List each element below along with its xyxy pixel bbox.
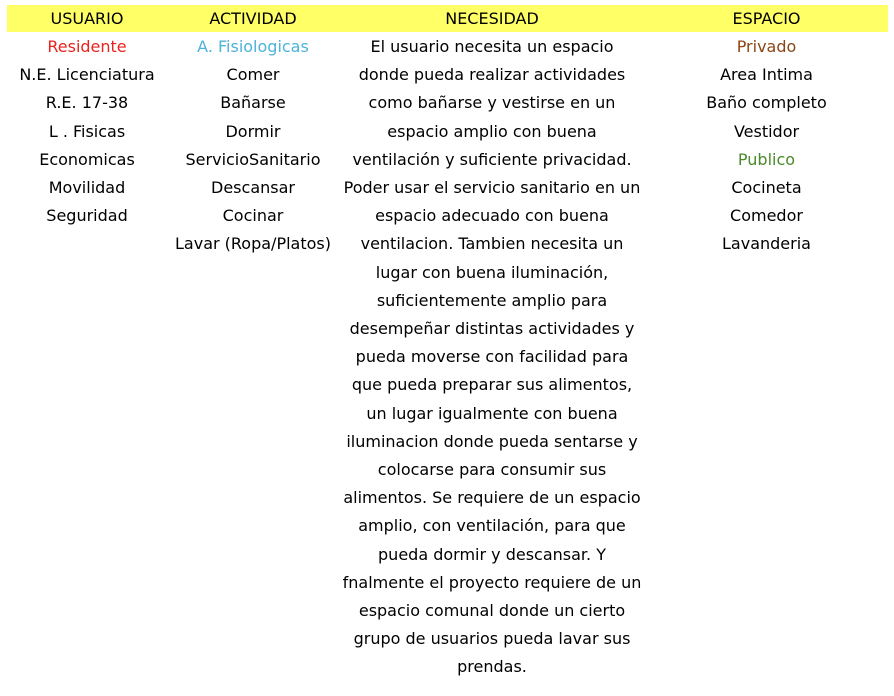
- actividad-cell: Bañarse: [220, 93, 286, 113]
- necesidad-line: pueda dormir y descansar. Y: [378, 544, 606, 564]
- necesidad-line: espacio adecuado con buena: [375, 206, 609, 226]
- actividad-cell: A. Fisiologicas: [197, 37, 309, 56]
- usuario-cell: Residente: [47, 37, 127, 56]
- necesidad-line: suficientemente amplio para: [376, 290, 608, 310]
- necesidad-line: espacio amplio con buena: [387, 121, 597, 141]
- necesidad-line: desempeñar distintas actividades y: [349, 319, 635, 339]
- necesidad-paragraph: [339, 33, 645, 682]
- actividad-cell: Cocinar: [222, 206, 284, 226]
- espacio-cell: Vestidor: [733, 121, 800, 141]
- espacio-cell: Publico: [737, 149, 796, 169]
- header-usuario: USUARIO: [50, 9, 124, 28]
- necesidad-line: fnalmente el proyecto requiere de un: [342, 572, 642, 592]
- necesidad-line: espacio comunal donde un cierto: [358, 601, 626, 621]
- necesidad-line: grupo de usuarios pueda lavar sus: [353, 629, 631, 649]
- espacio-cell: Comedor: [730, 206, 803, 226]
- necesidad-line: que pueda preparar sus alimentos,: [351, 375, 633, 395]
- header-actividad: ACTIVIDAD: [209, 9, 297, 28]
- necesidad-line: alimentos. Se requiere de un espacio: [343, 488, 641, 508]
- espacio-cell: Lavanderia: [722, 234, 811, 254]
- actividad-cell: Lavar (Ropa/Platos): [175, 234, 331, 254]
- necesidad-line: El usuario necesita un espacio: [370, 37, 614, 56]
- usuario-cell: R.E. 17-38: [45, 93, 129, 113]
- header-espacio: ESPACIO: [732, 9, 801, 28]
- actividad-cell: ServicioSanitario: [185, 149, 321, 169]
- necesidad-line: amplio, con ventilación, para que: [358, 516, 626, 536]
- usuario-cell: L . Fisicas: [48, 121, 126, 141]
- usuario-column: [7, 33, 167, 230]
- necesidad-line: un lugar igualmente con buena: [366, 403, 618, 423]
- espacio-cell: Cocineta: [731, 178, 802, 198]
- actividad-cell: Descansar: [211, 178, 295, 198]
- necesidad-line: prendas.: [457, 657, 527, 677]
- necesidad-line: como bañarse y vestirse en un: [368, 93, 616, 113]
- usuario-cell: N.E. Licenciatura: [19, 65, 155, 85]
- espacio-cell: Baño completo: [706, 93, 827, 113]
- necesidad-line: ventilación y suficiente privacidad.: [352, 149, 632, 169]
- usuario-cell: Economicas: [39, 149, 135, 169]
- usuario-cell: Movilidad: [48, 178, 126, 198]
- necesidad-line: donde pueda realizar actividades: [358, 65, 626, 85]
- actividad-cell: Dormir: [225, 121, 281, 141]
- actividad-column: [167, 33, 339, 259]
- necesidad-line: iluminacion donde pueda sentarse y: [346, 431, 638, 451]
- espacio-cell: Privado: [736, 37, 797, 56]
- actividad-cell: Comer: [226, 65, 280, 85]
- espacio-column: [645, 33, 888, 259]
- header-necesidad: NECESIDAD: [445, 9, 539, 28]
- usuario-cell: Seguridad: [46, 206, 128, 226]
- necesidad-line: Poder usar el servicio sanitario en un: [343, 178, 641, 198]
- necesidad-line: colocarse para consumir sus: [377, 460, 607, 480]
- espacio-cell: Area Intima: [720, 65, 813, 85]
- necesidad-line: ventilacion. Tambien necesita un: [360, 234, 624, 254]
- necesidad-line: pueda moverse con facilidad para: [355, 347, 629, 367]
- necesidad-line: lugar con buena iluminación,: [375, 262, 609, 282]
